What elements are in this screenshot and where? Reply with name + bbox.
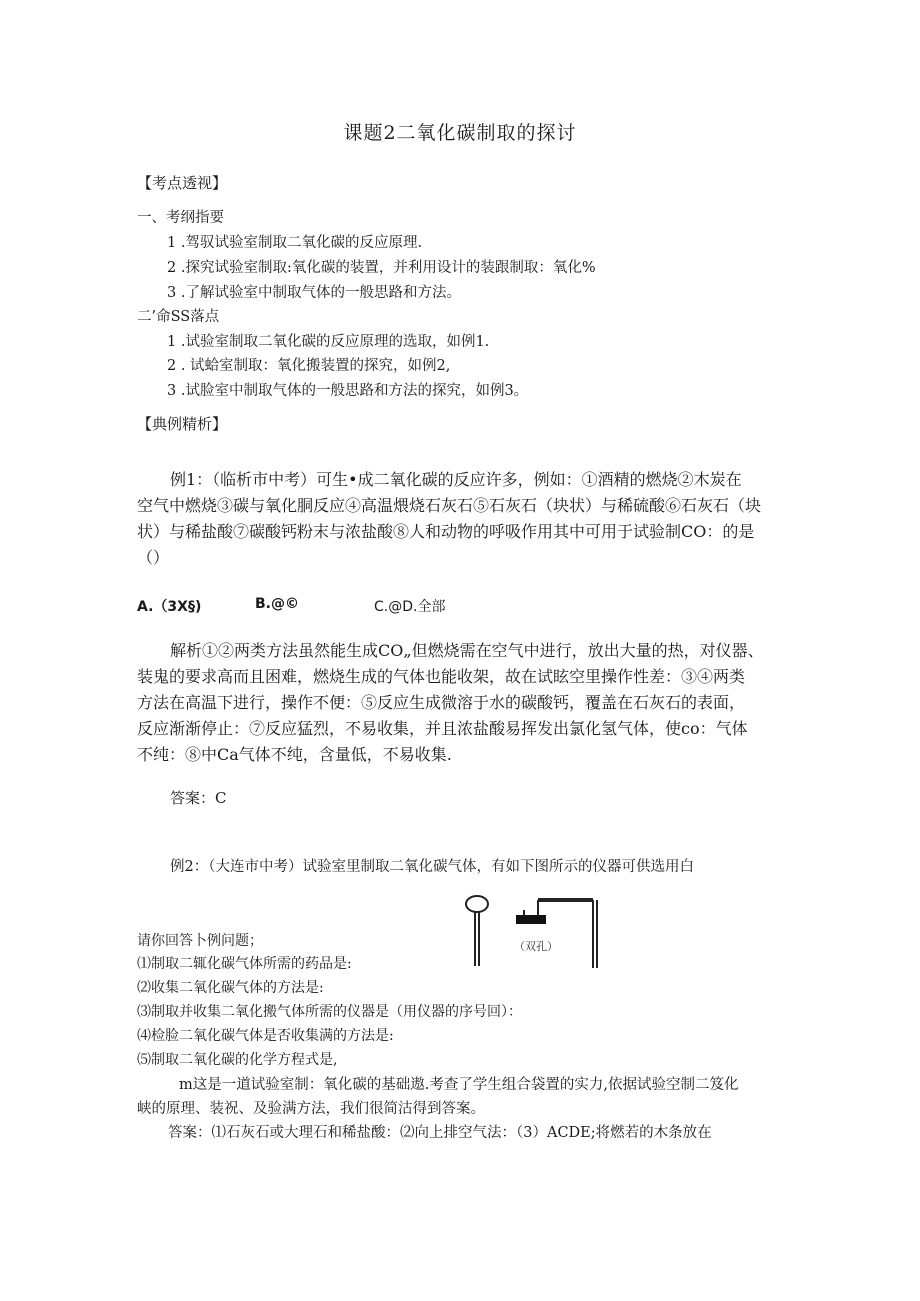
- ex2-analysis-2: 峡的原理、装祝、及验满方法，我们很简沽得到答案。: [137, 1101, 485, 1117]
- ex1-analysis-5: 不纯：⑧中Ca气体不纯，含量低，不易收集.: [137, 745, 452, 764]
- long-neck-funnel-icon: [466, 896, 488, 966]
- part1-item-2: 2 .探究试验室制取:氧化碳的装置，并利用设计的装跟制取：氧化%: [167, 260, 596, 276]
- ex1-analysis-3: 方法在高温下进行，操作不便：⑤反应生成微溶于水的碳酸钙，覆盖在石灰石的表面，: [137, 693, 746, 712]
- ex2-answer: 答案：⑴石灰石或大理石和稀盐酸：⑵向上排空气法：（3）ACDE;将燃若的木条放在: [168, 1125, 712, 1141]
- ex2-intro: 例2：（大连市中考）试验室里制取二氧化碳气体，有如下图所示的仪器可供选用白: [170, 859, 694, 875]
- ex1-option-b: B.@©: [255, 596, 299, 612]
- ex1-line-3: 状）与稀盐酸⑦碳酸钙粉末与浓盐酸⑧人和动物的呼吸作用其中可用于试验制CO：的是: [137, 522, 755, 541]
- ex2-question-4: ⑷检脸二氧化碳气体是否收集满的方法是:: [137, 1028, 394, 1044]
- ex1-analysis-4: 反应渐渐停止：⑦反应猛烈，不易收集，并且浓盐酸易挥发出氯化氢气体，使co：气体: [137, 719, 748, 738]
- ex1-analysis-2: 装鬼的要求高而且困难，燃烧生成的气体也能收架，故在试眩空里操作性差：③④两类: [137, 667, 746, 686]
- part1-item-1: 1 .驾驭试验室制取二氧化碳的反应原理.: [167, 235, 423, 251]
- part2-heading: 二’命SS落点: [137, 309, 220, 325]
- ex2-question-1: ⑴制取二辄化碳气体所需的药品是:: [137, 956, 352, 972]
- part2-item-1: 1 .试验室制取二氧化碳的反应原理的选取，如例1.: [167, 334, 490, 350]
- ex2-question-2: ⑵收集二氧化碳气体的方法是:: [137, 980, 324, 996]
- ex1-line-2: 空气中燃烧③碳与氧化胴反应④高温煨烧石灰石⑤石灰石（块状）与稀硫酸⑥石灰石（块: [137, 496, 762, 515]
- ex2-prompt: 请你回答卜例问题；: [137, 933, 263, 949]
- part2-item-2: 2 . 试蛤室制取：氧化搬装置的探究，如例2,: [167, 358, 451, 374]
- ex1-option-cd: C.@D.全部: [374, 599, 446, 615]
- ex2-analysis-1: m这是一道试验室制：氧化碳的基础遨.考查了学生组合袋置的实力,依据试验空制二笈化: [179, 1077, 739, 1093]
- figure-label: （双孔）: [514, 940, 558, 953]
- part1-item-3: 3 .了解试验室中制取气体的一般思路和方法。: [167, 285, 461, 301]
- page-title: 课题2二氧化碳制取的探讨: [343, 122, 577, 144]
- part1-heading: 一、考纲指要: [137, 210, 224, 226]
- section-dianli-heading: 【典例精析】: [137, 415, 228, 433]
- ex2-question-5: ⑸制取二氧化碳的化学方程式是,: [137, 1052, 338, 1068]
- ex1-option-a: A.（3X§): [137, 599, 202, 615]
- part2-item-3: 3 .试脸室中制取气体的一般思路和方法的探究，如例3。: [167, 383, 529, 399]
- ex2-question-3: ⑶制取并收集二氧化搬气体所需的仪器是（用仪器的序号回）：: [137, 1004, 522, 1020]
- ex1-analysis-1: 解析①②两类方法虽然能生成CO„但燃烧需在空气中进行，放出大量的热，对仪器、: [170, 641, 764, 660]
- ex1-line-4: （）: [137, 548, 170, 567]
- lab-apparatus-figure: [460, 890, 620, 972]
- section-kaodian-heading: 【考点透视】: [137, 174, 228, 192]
- double-hole-stopper-tube-icon: [516, 900, 597, 968]
- ex1-answer: 答案：C: [170, 789, 227, 807]
- ex1-line-1: 例1：（临析市中考）可生•成二氧化碳的反应许多，例如：①酒精的燃烧②木炭在: [170, 470, 742, 489]
